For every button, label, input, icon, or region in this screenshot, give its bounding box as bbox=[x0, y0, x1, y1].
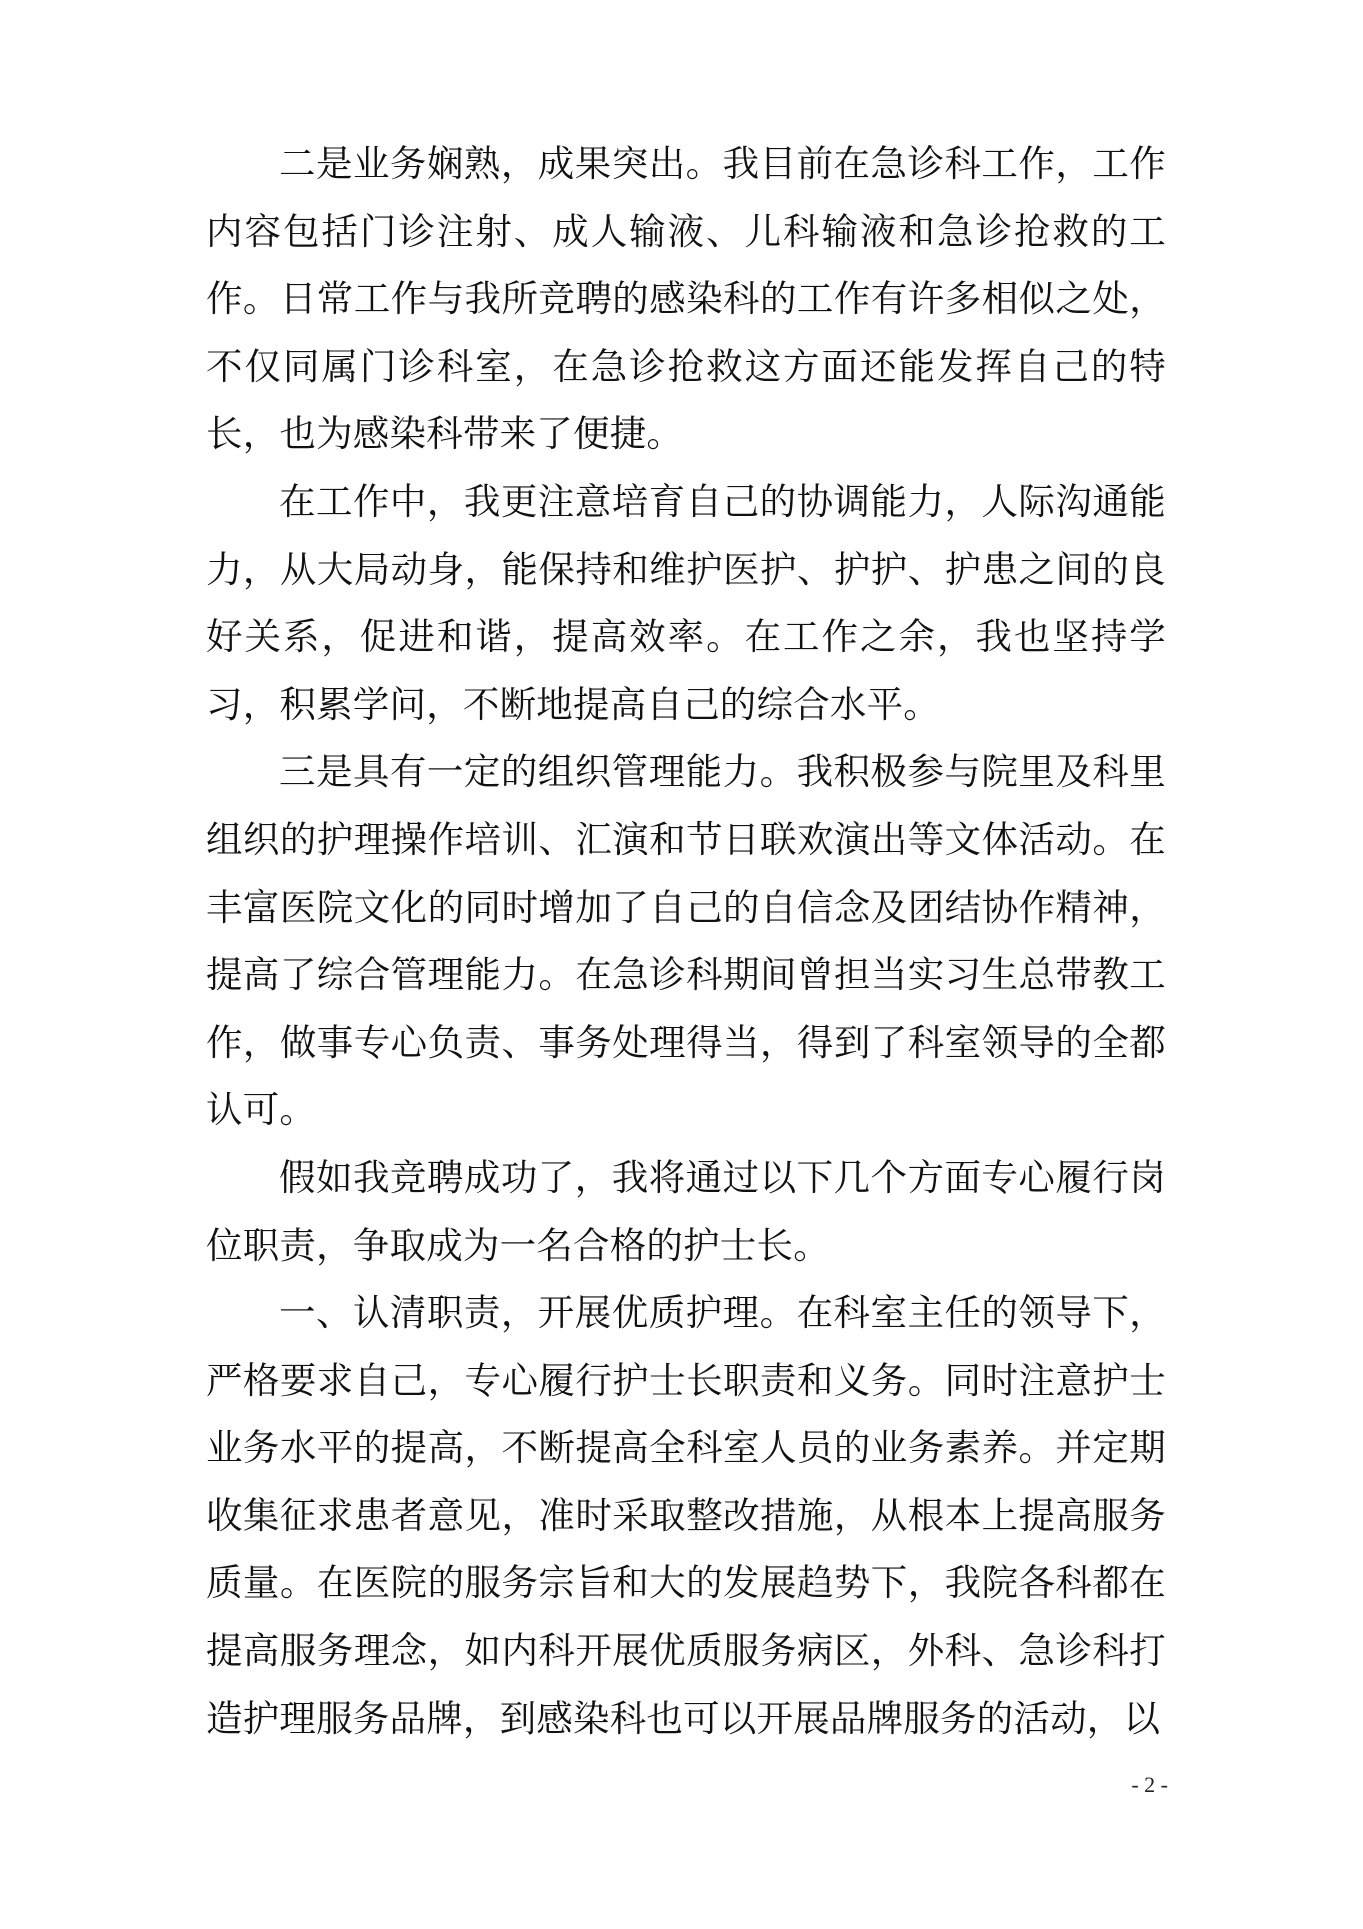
paragraph-management: 三是具有一定的组织管理能力。我积极参与院里及科里组织的护理操作培训、汇演和节日联欢演出等文体活动。在丰富医院文化的同时增加了自己的自信念及团结协作精神，提高了综合管理能力。在急诊科期间曾担当实习生总带教工作，做事专心负责、事务处理得当，得到了科室领导的全都认可。 bbox=[206, 750, 1166, 1132]
paragraph-if-successful: 假如我竞聘成功了，我将通过以下几个方面专心履行岗位职责，争取成为一名合格的护士长。 bbox=[206, 1155, 1166, 1267]
paragraph-quality-nursing: 一、认清职责，开展优质护理。在科室主任的领导下，严格要求自己，专心履行护士长职责和义务。同时注意护士业务水平的提高，不断提高全科室人员的业务素养。并定期收集征求患者意见，准时采取整改措施，从根本上提高服务质量。在医院的服务宗旨和大的发展趋势下，我院各科都在提高服务理念，如内科开展优质服务病区，外科、急诊科打造护理服务品牌，到感染科也可以开展品牌服务的活动，以 bbox=[206, 1291, 1166, 1740]
page-number: - 2 - bbox=[1131, 1772, 1168, 1797]
paragraph-coordination: 在工作中，我更注意培育自己的协调能力，人际沟通能力，从大局动身，能保持和维护医护、护护、护患之间的良好关系，促进和谐，提高效率。在工作之余，我也坚持学习，积累学问，不断地提高自己的综合水平。 bbox=[206, 479, 1166, 726]
document-body bbox=[206, 130, 1166, 1752]
paragraph-business-skills: 二是业务娴熟，成果突出。我目前在急诊科工作，工作内容包括门诊注射、成人输液、儿科输液和急诊抢救的工作。日常工作与我所竞聘的感染科的工作有许多相似之处，不仅同属门诊科室，在急诊抢救这方面还能发挥自己的特长，也为感染科带来了便捷。 bbox=[206, 142, 1166, 456]
